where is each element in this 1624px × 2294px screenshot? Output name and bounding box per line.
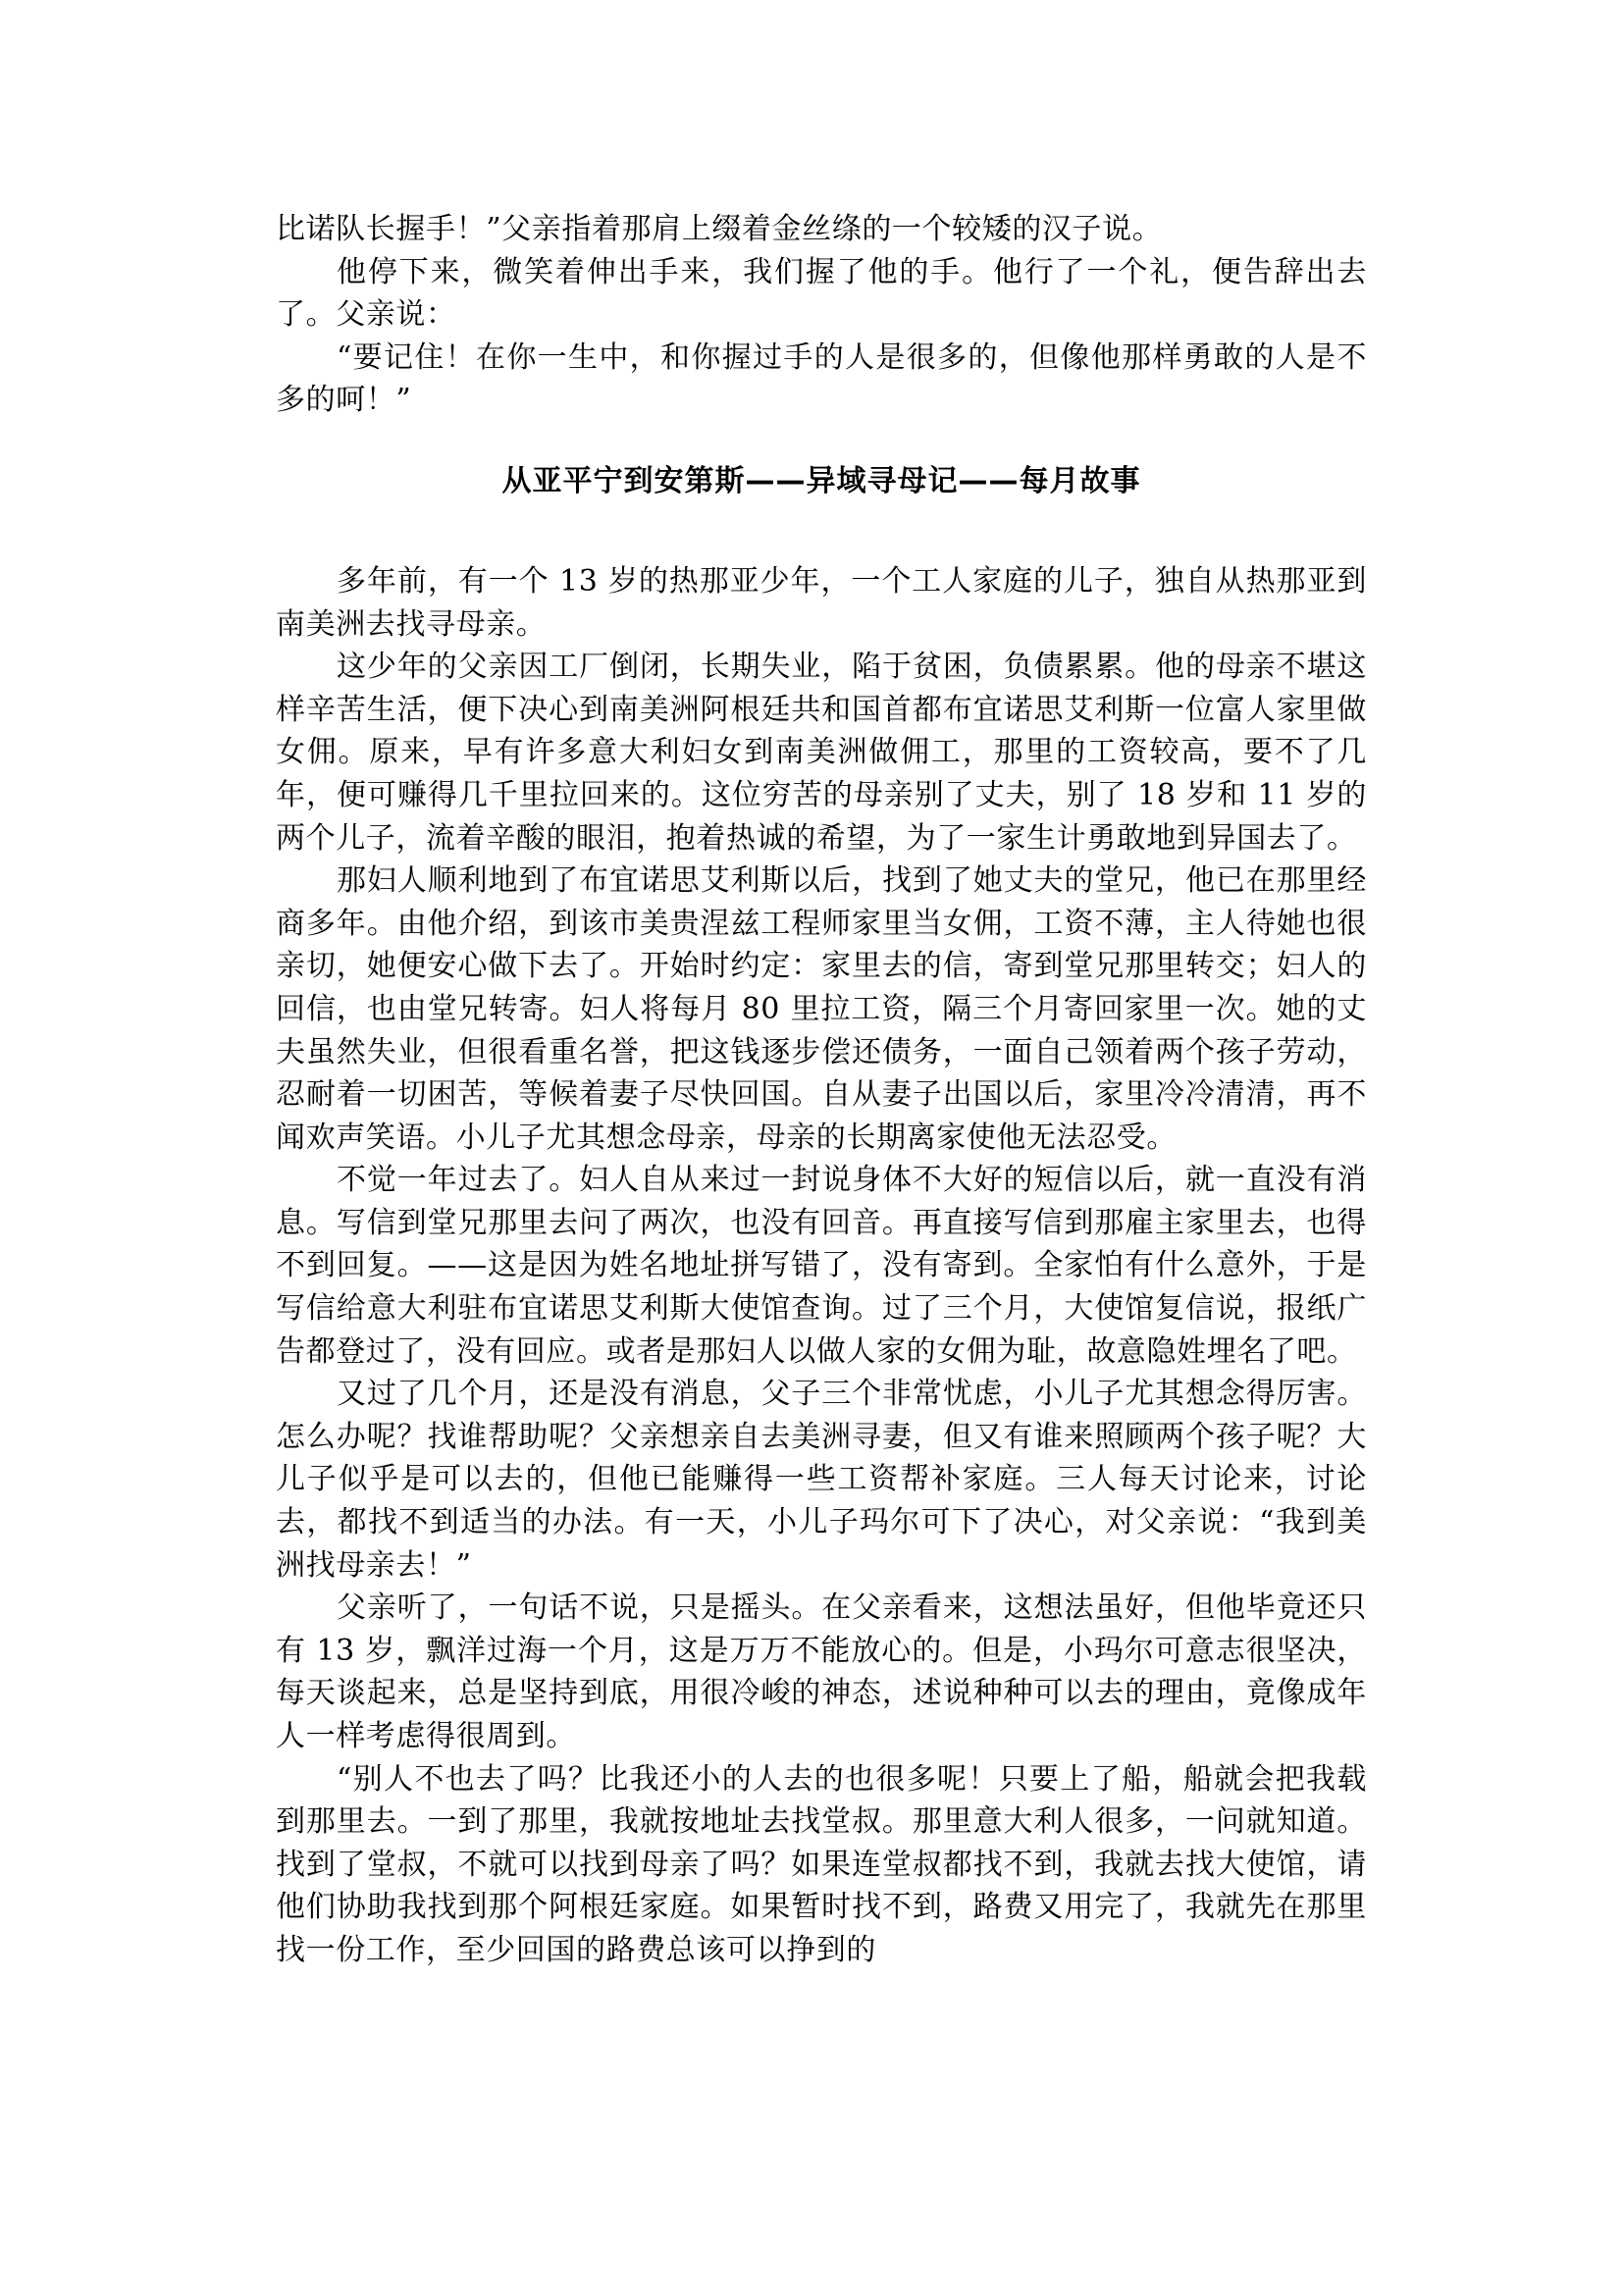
document-page [276,208,1367,1972]
paragraph-intro-1: 比诺队长握手！”父亲指着那肩上缀着金丝绦的一个较矮的汉子说。 [276,212,1163,246]
section-title: 从亚平宁到安第斯——异域寻母记——每月故事 [501,463,1141,498]
paragraph-story-5: 又过了几个月，还是没有消息，父子三个非常忧虑，小儿子尤其想念得厉害。怎么办呢？找谁帮助呢？父亲想亲自去美洲寻妻，但又有谁来照顾两个孩子呢？大儿子似乎是可以去的，但他已能赚得一些工资帮补家庭。三人每天讨论来，讨论去，都找不到适当的办法。有一天，小儿子玛尔可下了决心，对父亲说：“我到美洲找母亲去！” [276,1377,1367,1583]
paragraph-story-1: 多年前，有一个 13 岁的热那亚少年，一个工人家庭的儿子，独自从热那亚到南美洲去找寻母亲。 [276,563,1367,642]
paragraph-story-3: 那妇人顺利地到了布宜诺思艾利斯以后，找到了她丈夫的堂兄，他已在那里经商多年。由他介绍，到该市美贵涅兹工程师家里当女佣，工资不薄，主人待她也很亲切，她便安心做下去了。开始时约定：家里去的信，寄到堂兄那里转交；妇人的回信，也由堂兄转寄。妇人将每月 80 里拉工资，隔三个月寄回家里一次。她的丈夫虽然失业，但很看重名誉，把这钱逐步偿还债务，一面自己领着两个孩子劳动，忍耐着一切困苦，等候着妻子尽快回国。自从妻子出国以后，家里冷冷清清，再不闻欢声笑语。小儿子尤其想念母亲，母亲的长期离家使他无法忍受。 [276,863,1367,1155]
paragraph-story-2: 这少年的父亲因工厂倒闭，长期失业，陷于贫困，负债累累。他的母亲不堪这样辛苦生活，便下决心到南美洲阿根廷共和国首都布宜诺思艾利斯一位富人家里做女佣。原来，早有许多意大利妇女到南美洲做佣工，那里的工资较高，要不了几年，便可赚得几千里拉回来的。这位穷苦的母亲别了丈夫，别了 18 岁和 11 岁的两个儿子，流着辛酸的眼泪，抱着热诚的希望，为了一家生计勇敢地到异国去了。 [276,650,1367,856]
paragraph-story-4: 不觉一年过去了。妇人自从来过一封说身体不大好的短信以后，就一直没有消息。写信到堂兄那里去问了两次，也没有回音。再直接写信到那雇主家里去，也得不到回复。——这是因为姓名地址拼写错了，没有寄到。全家怕有什么意外，于是写信给意大利驻布宜诺思艾利斯大使馆查询。过了三个月，大使馆复信说，报纸广告都登过了，没有回应。或者是那妇人以做人家的女佣为耻，故意隐姓埋名了吧。 [276,1163,1367,1369]
paragraph-intro-2: 他停下来，微笑着伸出手来，我们握了他的手。他行了一个礼，便告辞出去了。父亲说： [276,254,1367,333]
paragraph-story-7: “别人不也去了吗？比我还小的人去的也很多呢！只要上了船，船就会把我载到那里去。一到了那里，我就按地址去找堂叔。那里意大利人很多，一问就知道。找到了堂叔，不就可以找到母亲了吗？如果连堂叔都找不到，我就去找大使馆，请他们协助我找到那个阿根廷家庭。如果暂时找不到，路费又用完了，我就先在那里找一份工作，至少回国的路费总该可以挣到的 [276,1761,1367,1967]
paragraph-intro-3: “要记住！在你一生中，和你握过手的人是很多的，但像他那样勇敢的人是不多的呵！” [276,339,1367,418]
paragraph-story-6: 父亲听了，一句话不说，只是摇头。在父亲看来，这想法虽好，但他毕竟还只有 13 岁，飘洋过海一个月，这是万万不能放心的。但是，小玛尔可意志很坚决，每天谈起来，总是坚持到底，用很冷峻的神态，述说种种可以去的理由，竟像成年人一样考虑得很周到。 [276,1590,1367,1753]
